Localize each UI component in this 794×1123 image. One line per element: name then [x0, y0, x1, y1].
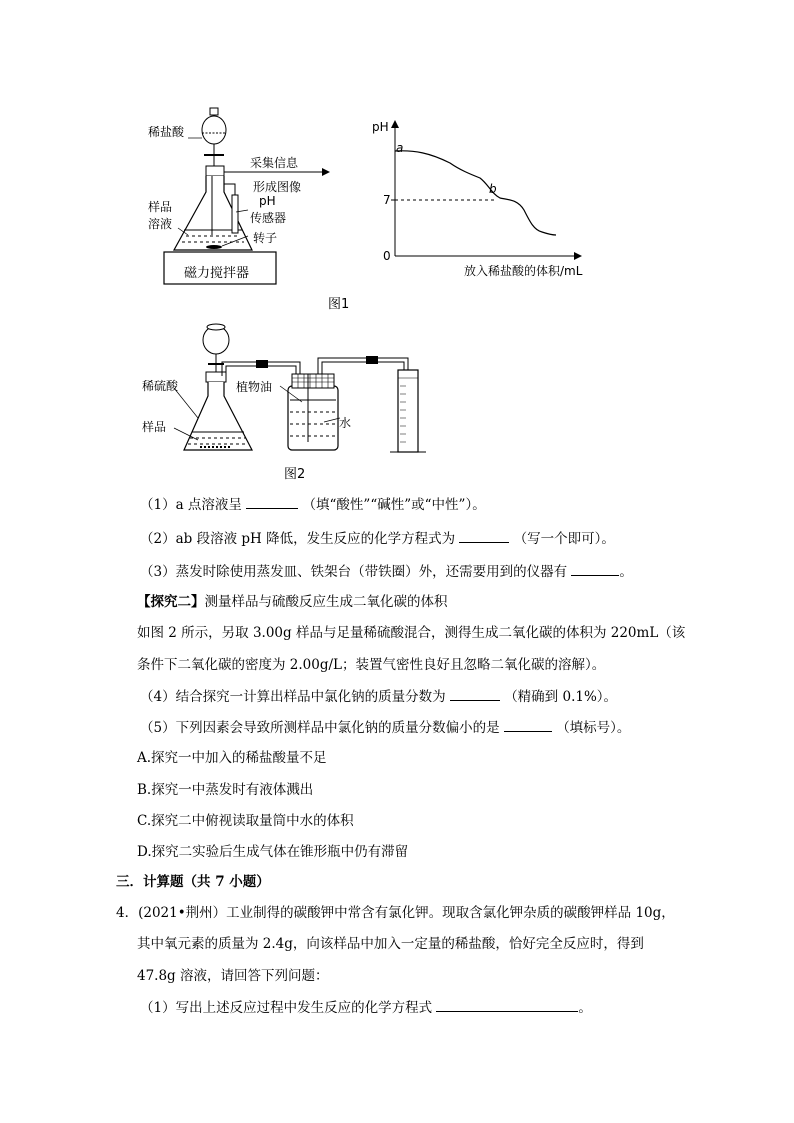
answer-blank-3[interactable] [571, 561, 619, 576]
answer-blank-4[interactable] [450, 686, 500, 701]
fig2-gas-bottle [288, 386, 338, 450]
separatory-funnel-bulb [202, 116, 226, 144]
problem-4-line3: 47.8g 溶液，请回答下列问题： [137, 968, 329, 984]
question-2: （2）ab 段溶液 pH 降低，发生反应的化学方程式为 （写一个即可）。 [140, 528, 615, 549]
label-sample: 样品 [148, 200, 173, 214]
fig2-caption: 图2 [284, 467, 306, 482]
label-solution: 溶液 [148, 217, 173, 231]
fig2-label-water: 水 [339, 416, 352, 430]
fig2-label-vegetable-oil: 植物油 [236, 380, 273, 394]
label-ph: pH [259, 194, 276, 208]
funnel-stopper [210, 108, 218, 115]
problem-4-line1: 4．(2021•荆州）工业制得的碳酸钾中常含有氯化钾。现取含氯化钾杂质的碳酸钾样品 10g， [116, 905, 675, 921]
option-a: A.探究一中加入的稀盐酸量不足 [137, 750, 327, 766]
label-rotor: 转子 [253, 231, 278, 245]
section-3-title: 三．计算题（共 7 小题） [116, 874, 270, 890]
graph-origin: 0 [383, 249, 391, 263]
problem-4-line2: 其中氧元素的质量为 2.4g，向该样品中加入一定量的稀盐酸，恰好完全反应时，得到 [137, 936, 644, 952]
label-form-image: 形成图像 [253, 180, 302, 194]
label-magnetic-stirrer: 磁力搅拌器 [184, 266, 250, 281]
answer-blank-equation[interactable] [436, 997, 578, 1012]
graph-point-a: a [396, 141, 404, 155]
graph-point-b: b [489, 182, 497, 196]
ph-sensor-probe [232, 195, 238, 233]
explore2-paragraph-line2: 条件下二氧化碳的密度为 2.00g/L；装置气密性良好且忽略二氧化碳的溶解）。 [137, 657, 606, 673]
question-3: （3）蒸发时除使用蒸发皿、铁架台（带铁圈）外，还需要用到的仪器有 。 [140, 561, 633, 582]
fig2-apparatus [140, 318, 450, 458]
rotor [206, 245, 222, 249]
label-dilute-hcl: 稀盐酸 [148, 125, 185, 139]
option-d: D.探究二实验后生成气体在锥形瓶中仍有滞留 [137, 844, 409, 860]
fig2-graduated-cylinder [398, 370, 418, 452]
graph-y7: 7 [383, 193, 391, 207]
graph-ylabel: pH [372, 120, 389, 134]
fig2-label-sample: 样品 [142, 420, 167, 434]
option-b: B.探究一中蒸发时有液体溅出 [137, 782, 314, 798]
ph-curve [395, 151, 556, 235]
answer-blank-5[interactable] [504, 717, 552, 732]
question-4: （4）结合探究一计算出样品中氯化钠的质量分数为 （精确到 0.1%）。 [140, 686, 617, 707]
question-5: （5）下列因素会导致所测样品中氯化钠的质量分数偏小的是 （填标号）。 [140, 717, 630, 738]
fig1-caption: 图1 [328, 297, 350, 312]
fig2-flask-stopper [206, 372, 226, 382]
question-1: （1）a 点溶液呈 （填“酸性”“碱性”或“中性”）。 [140, 494, 486, 515]
option-c: C.探究二中俯视读取量筒中水的体积 [137, 813, 354, 829]
problem-4-sub1: （1）写出上述反应过程中发生反应的化学方程式 。 [140, 997, 592, 1018]
explore2-paragraph-line1: 如图 2 所示，另取 3.00g 样品与足量稀硫酸混合，测得生成二氧化碳的体积为 220mL（该 [137, 625, 686, 641]
fig2-label-dilute-h2so4: 稀硫酸 [142, 379, 179, 393]
flask-stopper [206, 166, 224, 176]
label-collect-info: 采集信息 [250, 156, 299, 170]
explore2-heading: 【探究二】测量样品与硫酸反应生成二氧化碳的体积 [137, 594, 448, 610]
fig1-ph-graph [360, 118, 590, 268]
answer-blank-2[interactable] [459, 528, 509, 543]
label-sensor: 传感器 [250, 211, 287, 225]
graph-xlabel: 放入稀盐酸的体积/mL [464, 264, 583, 278]
answer-blank-1[interactable] [246, 494, 298, 509]
